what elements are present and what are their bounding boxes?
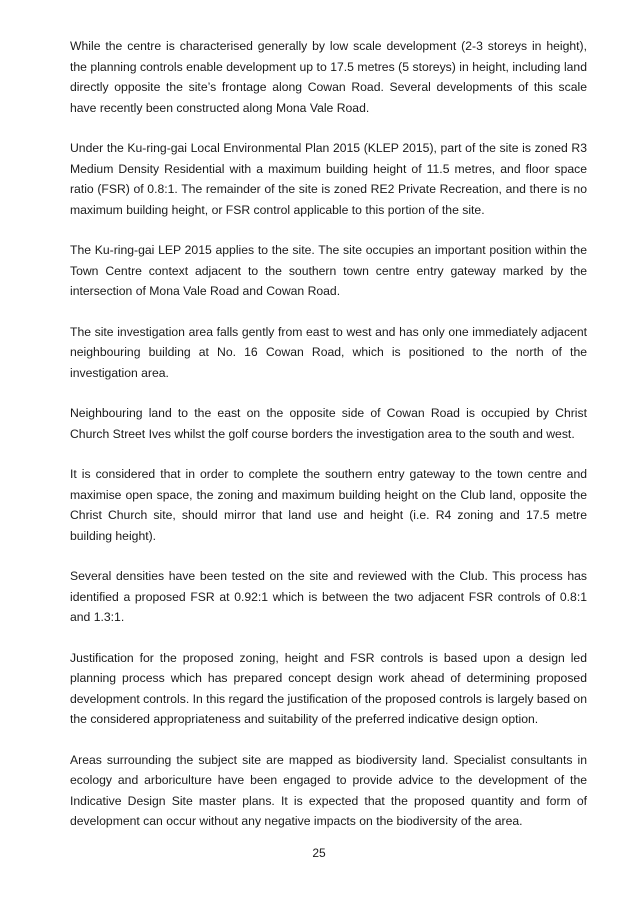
paragraph-centre-scale: While the centre is characterised generally by low scale development (2-3 storeys in height), the planning controls enable development up to 17.5 metres (5 storeys) in height, including land directly opposite the site’s frontage along Cowan Road. Several developments of this scale have recently been constructed along Mona Vale Road. (70, 39, 587, 115)
paragraph-lep-applies: The Ku-ring-gai LEP 2015 applies to the site. The site occupies an important position within the Town Centre context adjacent to the southern town centre entry gateway marked by the intersection of Mona Vale Road and Cowan Road. (70, 243, 587, 298)
page-number: 25 (312, 846, 326, 860)
paragraph-justification: Justification for the proposed zoning, height and FSR controls is based upon a design led planning process which has prepared concept design work ahead of determining proposed development controls. In this regard the justification of the proposed controls is largely based on the considered appropriateness and suitability of the preferred indicative design option. (70, 650, 587, 726)
paragraph-southern-gateway: It is considered that in order to complete the southern entry gateway to the town centre and maximise open space, the zoning and maximum building height on the Club land, opposite the Christ Church site, should mirror that land use and height (i.e. R4 zoning and 17.5 metre building height). (70, 467, 587, 543)
paragraph-neighbouring-land: Neighbouring land to the east on the opposite side of Cowan Road is occupied by Christ Church Street Ives whilst the golf course borders the investigation area to the south and west. (70, 406, 587, 441)
paragraph-klep-zoning: Under the Ku-ring-gai Local Environmental Plan 2015 (KLEP 2015), part of the site is zoned R3 Medium Density Residential with a maximum building height of 11.5 metres, and floor space ratio (FSR) of 0.8:1. The remainder of the site is zoned RE2 Private Recreation, and there is no maximum building height, or FSR control applicable to this portion of the site. (70, 141, 587, 217)
paragraph-densities-tested: Several densities have been tested on the site and reviewed with the Club. This process has identified a proposed FSR at 0.92:1 which is between the two adjacent FSR controls of 0.8:1 and 1.3:1. (70, 569, 587, 624)
paragraph-site-investigation: The site investigation area falls gently from east to west and has only one immediately adjacent neighbouring building at No. 16 Cowan Road, which is positioned to the north of the investigation area. (70, 324, 587, 380)
body-text (70, 36, 587, 852)
paragraph-biodiversity: Areas surrounding the subject site are mapped as biodiversity land. Specialist consultants in ecology and arboriculture have been engaged to provide advice to the development of the Indicative Design Site master plans. It is expected that the proposed quantity and form of development can occur without any negative impacts on the biodiversity of the area. (70, 752, 587, 828)
